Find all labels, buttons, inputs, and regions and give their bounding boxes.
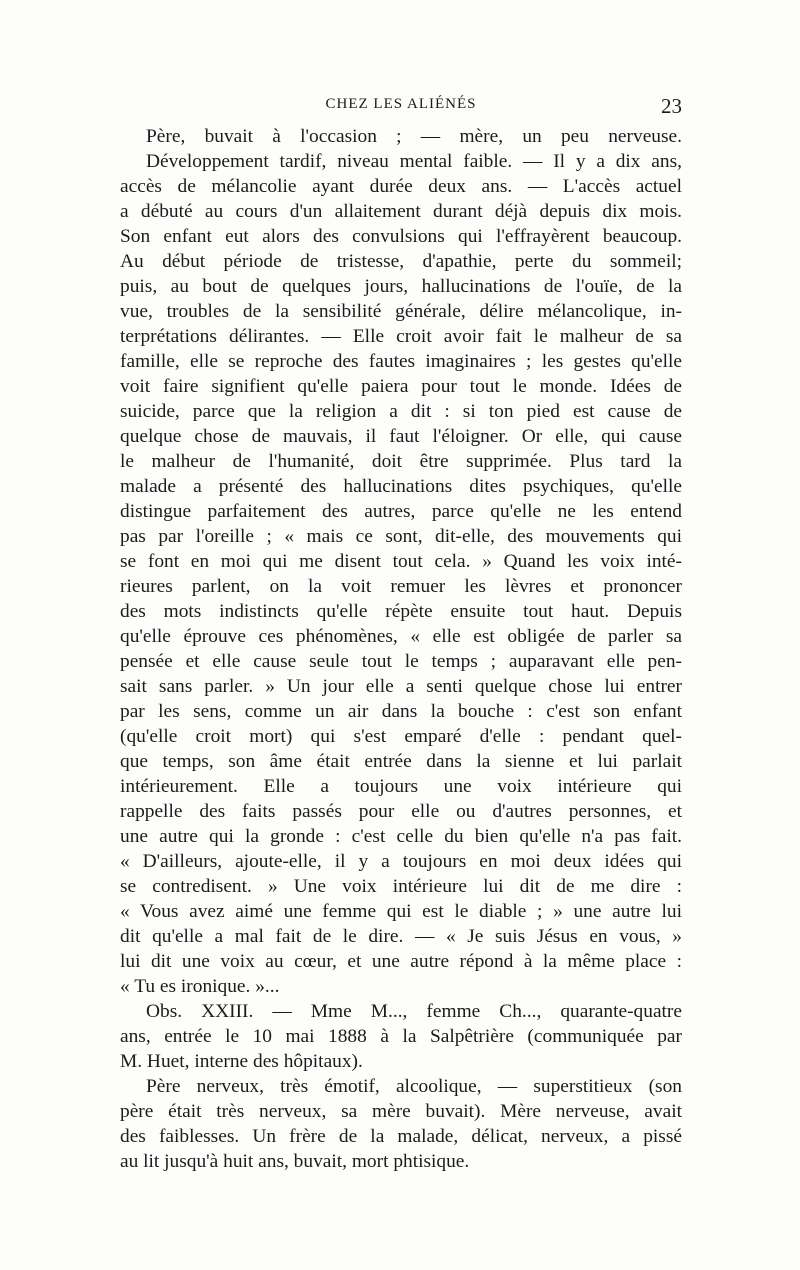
text-line: ans, entrée le 10 mai 1888 à la Salpêtrière (communiquée par bbox=[120, 1026, 682, 1047]
text-line: « Tu es ironique. »... bbox=[120, 976, 280, 997]
text-line: lui dit une voix au cœur, et une autre répond à la même place : bbox=[120, 951, 682, 972]
text-line: se contredisent. » Une voix intérieure lui dit de me dire : bbox=[120, 876, 682, 897]
page-number: 23 bbox=[661, 94, 682, 118]
text-line: terprétations délirantes. — Elle croit avoir fait le malheur de sa bbox=[120, 326, 682, 347]
text-line: se font en moi qui me disent tout cela. » Quand les voix inté- bbox=[120, 551, 682, 572]
text-line: suicide, parce que la religion a dit : si ton pied est cause de bbox=[120, 401, 682, 422]
text-line: par les sens, comme un air dans la bouche : c'est son enfant bbox=[120, 701, 682, 722]
text-line: malade a présenté des hallucinations dites psychiques, qu'elle bbox=[120, 476, 682, 497]
text-line: au lit jusqu'à huit ans, buvait, mort phtisique. bbox=[120, 1151, 470, 1172]
text-line: puis, au bout de quelques jours, hallucinations de l'ouïe, de la bbox=[120, 276, 682, 297]
text-line: « D'ailleurs, ajoute-elle, il y a toujours en moi deux idées qui bbox=[120, 851, 682, 872]
text-line: Père, buvait à l'occasion ; — mère, un peu nerveuse. bbox=[146, 126, 682, 147]
text-line: distingue parfaitement des autres, parce qu'elle ne les entend bbox=[120, 501, 682, 522]
text-line: quelque chose de mauvais, il faut l'éloigner. Or elle, qui cause bbox=[120, 426, 682, 447]
text-line: pensée et elle cause seule tout le temps ; auparavant elle pen- bbox=[120, 651, 682, 672]
text-line: des faiblesses. Un frère de la malade, délicat, nerveux, a pissé bbox=[120, 1126, 682, 1147]
text-line: dit qu'elle a mal fait de le dire. — « Je suis Jésus en vous, » bbox=[120, 926, 682, 947]
text-line: le malheur de l'humanité, doit être supprimée. Plus tard la bbox=[120, 451, 682, 472]
text-line: Au début période de tristesse, d'apathie, perte du sommeil; bbox=[120, 251, 682, 272]
text-line: Son enfant eut alors des convulsions qui l'effrayèrent beaucoup. bbox=[120, 226, 682, 247]
text-line: Père nerveux, très émotif, alcoolique, — superstitieux (son bbox=[146, 1076, 682, 1097]
text-line: a débuté au cours d'un allaitement durant déjà depuis dix mois. bbox=[120, 201, 682, 222]
text-line: rappelle des faits passés pour elle ou d'autres personnes, et bbox=[120, 801, 682, 822]
text-line: M. Huet, interne des hôpitaux). bbox=[120, 1051, 363, 1072]
text-line: une autre qui la gronde : c'est celle du bien qu'elle n'a pas fait. bbox=[120, 826, 682, 847]
text-line: que temps, son âme était entrée dans la sienne et lui parlait bbox=[120, 751, 682, 772]
running-head bbox=[120, 96, 682, 118]
text-line: qu'elle éprouve ces phénomènes, « elle est obligée de parler sa bbox=[120, 626, 682, 647]
running-title: CHEZ LES ALIÉNÉS bbox=[325, 96, 477, 112]
text-line: père était très nerveux, sa mère buvait). Mère nerveuse, avait bbox=[120, 1101, 682, 1122]
text-line: (qu'elle croit mort) qui s'est emparé d'elle : pendant quel- bbox=[120, 726, 682, 747]
text-line: pas par l'oreille ; « mais ce sont, dit-elle, des mouvements qui bbox=[120, 526, 682, 547]
text-line: Développement tardif, niveau mental faible. — Il y a dix ans, bbox=[146, 151, 682, 172]
text-line: sait sans parler. » Un jour elle a senti quelque chose lui entrer bbox=[120, 676, 682, 697]
body-text bbox=[120, 124, 682, 1174]
text-line: vue, troubles de la sensibilité générale, délire mélancolique, in- bbox=[120, 301, 682, 322]
text-line: intérieurement. Elle a toujours une voix intérieure qui bbox=[120, 776, 682, 797]
text-line: rieures parlent, on la voit remuer les lèvres et prononcer bbox=[120, 576, 682, 597]
text-line: accès de mélancolie ayant durée deux ans. — L'accès actuel bbox=[120, 176, 682, 197]
text-line: famille, elle se reproche des fautes imaginaires ; les gestes qu'elle bbox=[120, 351, 682, 372]
observation-heading-line: Obs. XXIII. — Mme M..., femme Ch..., quarante-quatre bbox=[146, 1001, 682, 1022]
text-line: « Vous avez aimé une femme qui est le diable ; » une autre lui bbox=[120, 901, 682, 922]
text-line: voit faire signifient qu'elle paiera pour tout le monde. Idées de bbox=[120, 376, 682, 397]
text-line: des mots indistincts qu'elle répète ensuite tout haut. Depuis bbox=[120, 601, 682, 622]
